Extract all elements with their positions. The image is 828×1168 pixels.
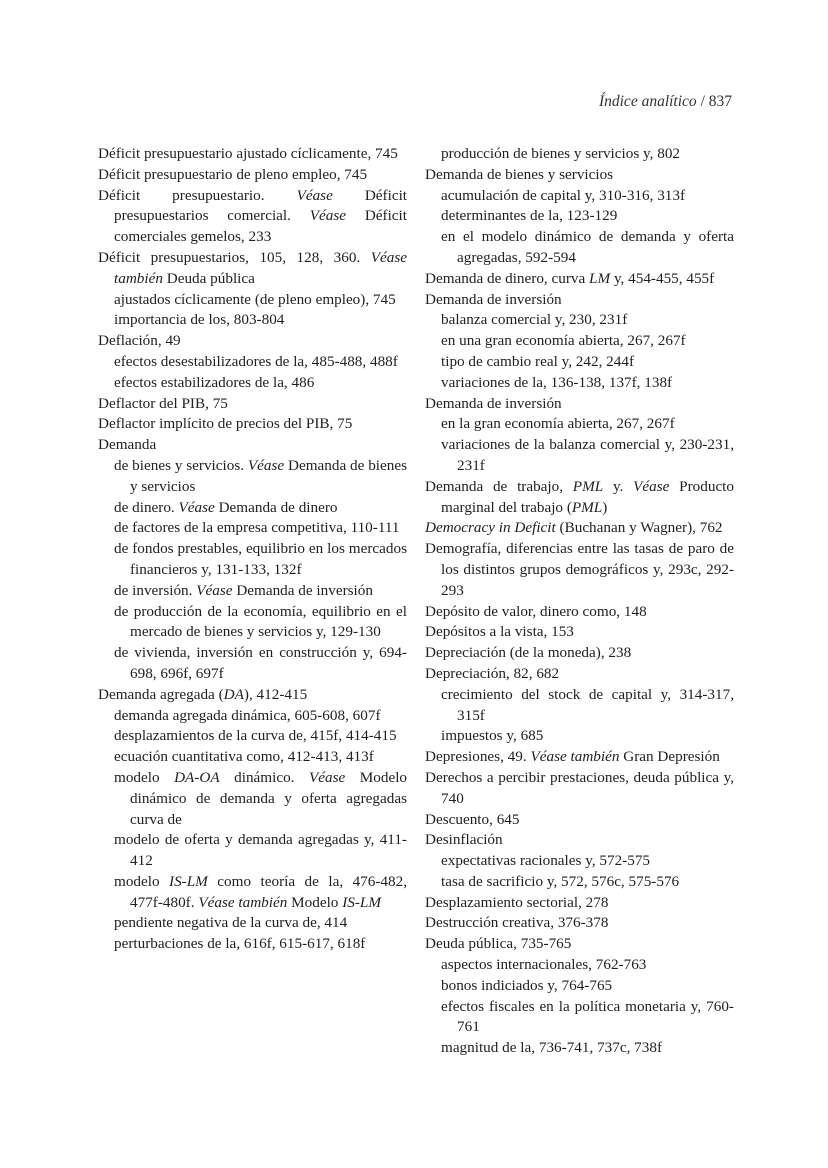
entry-text: acumulación de capital y, 310-316, 313f — [441, 186, 686, 204]
index-subentry — [98, 352, 407, 373]
italic-text: Véase — [309, 207, 347, 225]
index-entry — [425, 768, 734, 810]
index-subentry — [98, 539, 407, 581]
italic-text: IS-LM — [169, 872, 208, 890]
entry-text: aspectos internacionales, 762-763 — [441, 956, 647, 974]
index-entry — [425, 602, 734, 623]
entry-text: Demanda de bienes y servicios — [130, 456, 408, 495]
entry-text: Producto marginal del trabajo ( — [441, 477, 734, 516]
index-subentry — [98, 456, 407, 498]
entry-text: y, 454-455, 455f — [610, 269, 715, 287]
entry-text: impuestos y, 685 — [441, 727, 544, 745]
index-subentry — [425, 206, 734, 227]
entry-text: demanda agregada dinámica, 605-608, 607f — [114, 706, 381, 724]
index-subentry — [98, 830, 407, 872]
italic-text: Véase también — [530, 748, 620, 766]
entry-text: producción de bienes y servicios y, 802 — [441, 145, 681, 162]
entry-text: y. — [603, 477, 634, 495]
italic-text: PML — [571, 498, 603, 516]
entry-text: dinámico. — [219, 768, 309, 786]
index-subentry — [98, 913, 407, 934]
entry-text: Déficit presupuestarios, 105, 128, 360. — [98, 248, 371, 266]
italic-text: Véase — [633, 477, 670, 495]
entry-text: Déficit presupuestario de pleno empleo, 745 — [98, 165, 368, 183]
entry-text: Demanda de inversión — [425, 290, 562, 308]
entry-text: Depósito de valor, dinero como, 148 — [425, 602, 647, 620]
italic-text: Véase — [296, 186, 333, 204]
italic-text: DA — [223, 685, 244, 703]
entry-text: pendiente negativa de la curva de, 414 — [114, 914, 348, 932]
index-entry — [98, 248, 407, 290]
entry-text: Demografía, diferencias entre las tasas de paro de los distintos grupos demográficos y, 293c, 292-293 — [425, 540, 734, 599]
entry-text: modelo — [114, 872, 170, 890]
entry-text: efectos desestabilizadores de la, 485-488, 488f — [114, 352, 398, 370]
entry-text: bonos indiciados y, 764-765 — [441, 976, 613, 994]
index-entry — [425, 539, 734, 601]
entry-text: crecimiento del stock de capital y, 314-317, 315f — [441, 685, 734, 724]
index-entry — [98, 331, 407, 352]
index-subentry — [425, 144, 734, 165]
entry-text: de fondos prestables, equilibrio en los mercados financieros y, 131-133, 132f — [114, 540, 407, 578]
index-subentry — [425, 435, 734, 477]
index-entry — [425, 893, 734, 914]
index-entry — [98, 186, 407, 248]
index-subentry — [425, 352, 734, 373]
index-subentry — [425, 1038, 734, 1059]
entry-text: de vivienda, inversión en construcción y, 694-698, 696f, 697f — [114, 644, 407, 682]
entry-text: Desplazamiento sectorial, 278 — [425, 893, 609, 911]
italic-text: Véase también — [114, 248, 407, 287]
index-subentry — [98, 872, 407, 914]
header-separator: / — [696, 93, 709, 110]
entry-text: Deflación, 49 — [98, 332, 181, 350]
index-entry — [425, 290, 734, 311]
entry-text: de dinero. — [114, 498, 179, 516]
italic-text: IS-LM — [342, 893, 381, 911]
index-subentry — [98, 747, 407, 768]
entry-text: en la gran economía abierta, 267, 267f — [441, 415, 675, 433]
entry-text: Deuda pública, 735-765 — [425, 935, 572, 953]
index-entry — [425, 747, 734, 768]
index-entry — [425, 622, 734, 643]
entry-text: Modelo — [287, 893, 343, 911]
entry-text: (Buchanan y Wagner), 762 — [555, 519, 723, 537]
entry-text: ) — [602, 498, 608, 516]
index-subentry — [425, 310, 734, 331]
entry-text: Depresiones, 49. — [425, 748, 531, 766]
index-subentry — [425, 872, 734, 893]
entry-text: de producción de la economía, equilibrio en el mercado de bienes y servicios y, 129-130 — [114, 602, 407, 641]
index-entry — [425, 810, 734, 831]
entry-text: de inversión. — [114, 581, 197, 599]
entry-text: como teoría de la, 476-482, 477f-480f. — [130, 872, 407, 911]
entry-text: ), 412-415 — [243, 685, 308, 703]
index-subentry — [425, 685, 734, 727]
index-subentry — [98, 726, 407, 747]
italic-text: PML — [572, 477, 604, 495]
entry-text: Demanda agregada ( — [98, 685, 224, 703]
entry-text: en una gran economía abierta, 267, 267f — [441, 332, 686, 350]
entry-text: Gran Depresión — [619, 748, 720, 766]
entry-text: Deflactor del PIB, 75 — [98, 394, 228, 412]
entry-text: Derechos a percibir prestaciones, deuda pública y, 740 — [425, 768, 734, 807]
entry-text: Depreciación, 82, 682 — [425, 664, 560, 682]
entry-text: Modelo dinámico de demanda y oferta agregadas curva de — [130, 768, 408, 828]
section-title: Índice analítico — [598, 93, 697, 110]
entry-text: de bienes y servicios. — [114, 456, 248, 474]
index-entry — [98, 165, 407, 186]
page-number: 837 — [708, 93, 732, 110]
italic-text: Véase — [308, 768, 346, 786]
index-subentry — [98, 581, 407, 602]
index-entry — [425, 664, 734, 685]
entry-text: Demanda de trabajo, — [425, 477, 573, 495]
entry-text: Demanda de inversión — [425, 394, 562, 412]
entry-text: magnitud de la, 736-741, 737c, 738f — [441, 1039, 663, 1057]
entry-text: tasa de sacrificio y, 572, 576c, 575-576 — [441, 872, 680, 890]
index-subentry — [425, 976, 734, 997]
entry-text: tipo de cambio real y, 242, 244f — [441, 352, 635, 370]
index-entry — [425, 269, 734, 290]
italic-text: Véase también — [198, 893, 288, 911]
index-subentry — [425, 227, 734, 269]
italic-text: Véase — [196, 581, 233, 599]
entry-text: Demanda de bienes y servicios — [425, 165, 614, 183]
entry-text: importancia de los, 803-804 — [114, 311, 285, 329]
index-subentry — [98, 768, 407, 830]
index-subentry — [425, 186, 734, 207]
index-subentry — [425, 331, 734, 352]
index-subentry — [98, 373, 407, 394]
entry-text: Demanda de dinero, curva — [425, 269, 590, 287]
entry-text: determinantes de la, 123-129 — [441, 207, 618, 225]
entry-text: modelo — [114, 768, 175, 786]
index-subentry — [98, 934, 407, 955]
entry-text: ecuación cuantitativa como, 412-413, 413f — [114, 748, 374, 766]
index-subentry — [425, 851, 734, 872]
entry-text: Demanda de dinero — [214, 498, 338, 516]
index-entry — [425, 643, 734, 664]
entry-text: Desinflación — [425, 831, 503, 849]
entry-text: efectos fiscales en la política monetaria y, 760-761 — [441, 997, 734, 1036]
italic-text: Véase — [178, 498, 215, 516]
entry-text: variaciones de la, 136-138, 137f, 138f — [441, 373, 673, 391]
index-entry — [98, 394, 407, 415]
index-subentry — [425, 726, 734, 747]
index-entry — [425, 477, 734, 519]
index-column-left — [98, 144, 407, 955]
entry-text: Déficit presupuestarios comercial. — [114, 186, 408, 225]
index-entry — [425, 934, 734, 955]
italic-text: Véase — [247, 456, 285, 474]
entry-text: desplazamientos de la curva de, 415f, 414-415 — [114, 727, 397, 745]
entry-text: Déficit presupuestario. — [98, 186, 297, 204]
index-column-right — [425, 144, 734, 1059]
index-subentry — [98, 498, 407, 519]
index-entry — [425, 518, 734, 539]
index-entry — [98, 144, 407, 165]
index-subentry — [425, 997, 734, 1039]
italic-text: DA-OA — [174, 768, 220, 786]
italic-text: Democracy in Deficit — [425, 519, 556, 537]
entry-text: Déficit presupuestario ajustado cíclicamente, 745 — [98, 145, 398, 162]
entry-text: Déficit comerciales gemelos, 233 — [114, 207, 407, 246]
index-entry — [425, 394, 734, 415]
index-entry — [98, 414, 407, 435]
index-subentry — [425, 373, 734, 394]
index-subentry — [98, 602, 407, 644]
entry-text: Demanda de inversión — [232, 581, 373, 599]
entry-text: Deuda pública — [162, 269, 255, 287]
entry-text: en el modelo dinámico de demanda y oferta agregadas, 592-594 — [441, 228, 734, 266]
index-entry — [98, 685, 407, 706]
entry-text: Deflactor implícito de precios del PIB, 75 — [98, 415, 353, 433]
index-entry — [98, 435, 407, 456]
entry-text: Depósitos a la vista, 153 — [425, 623, 574, 641]
index-subentry — [98, 706, 407, 727]
index-subentry — [425, 955, 734, 976]
index-subentry — [98, 310, 407, 331]
entry-text: expectativas racionales y, 572-575 — [441, 852, 651, 870]
index-entry — [425, 165, 734, 186]
entry-text: modelo de oferta y demanda agregadas y, 411-412 — [114, 831, 407, 870]
index-subentry — [98, 643, 407, 685]
entry-text: ajustados cíclicamente (de pleno empleo), 745 — [114, 290, 396, 308]
entry-text: Descuento, 645 — [425, 810, 520, 828]
entry-text: efectos estabilizadores de la, 486 — [114, 373, 315, 391]
index-subentry — [98, 518, 407, 539]
italic-text: LM — [589, 269, 611, 287]
index-subentry — [425, 414, 734, 435]
entry-text: balanza comercial y, 230, 231f — [441, 311, 628, 329]
running-header — [599, 93, 732, 111]
index-subentry — [98, 290, 407, 311]
index-entry — [425, 913, 734, 934]
entry-text: de factores de la empresa competitiva, 110-111 — [114, 519, 400, 537]
entry-text: variaciones de la balanza comercial y, 230-231, 231f — [441, 436, 734, 474]
index-entry — [425, 830, 734, 851]
entry-text: Depreciación (de la moneda), 238 — [425, 644, 632, 662]
entry-text: Demanda — [98, 436, 157, 454]
entry-text: Destrucción creativa, 376-378 — [425, 914, 609, 932]
entry-text: perturbaciones de la, 616f, 615-617, 618f — [114, 935, 366, 953]
